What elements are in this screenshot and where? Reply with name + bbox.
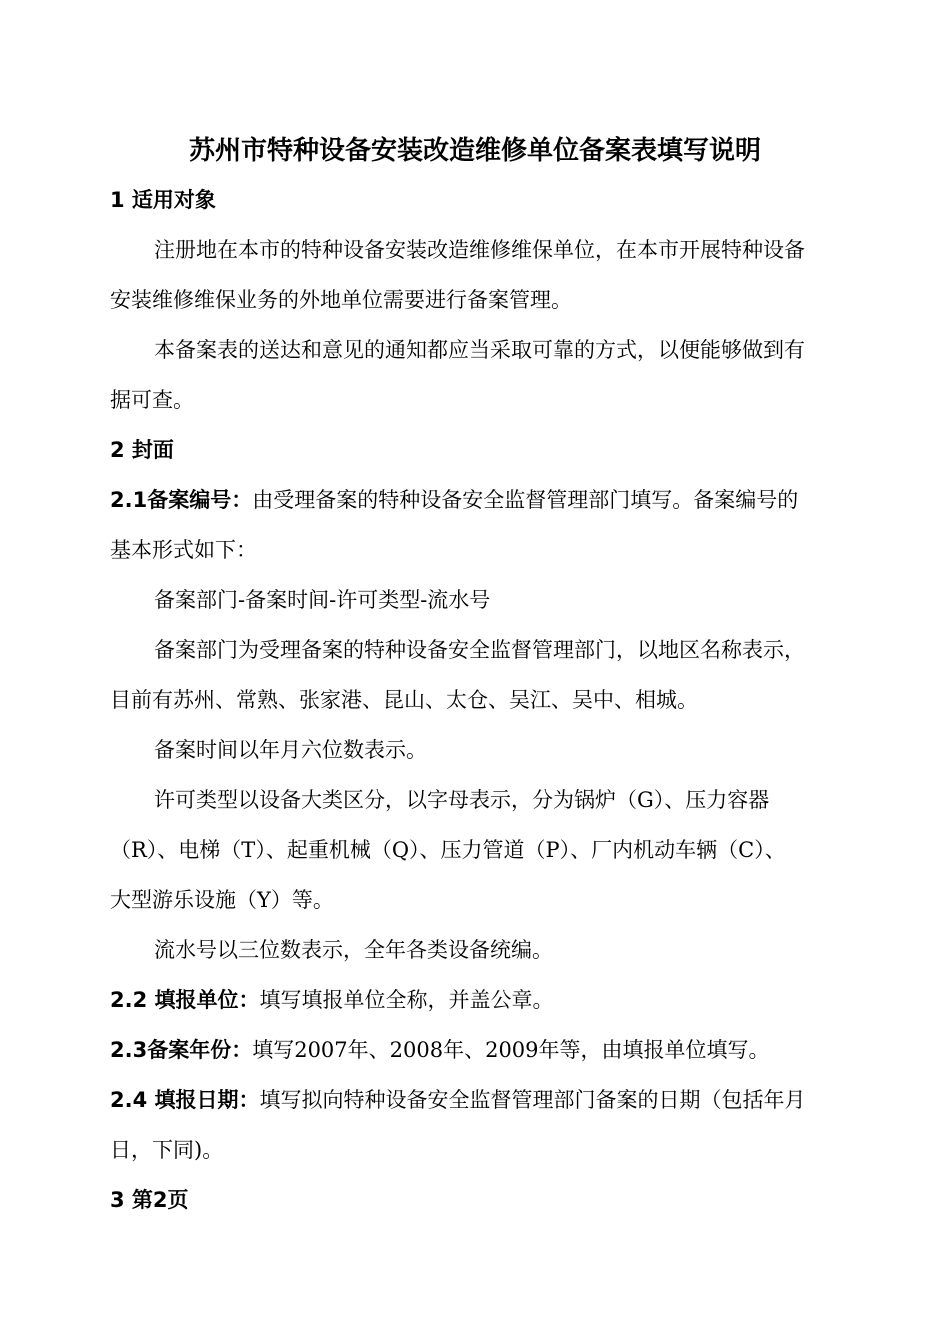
section-2-1 [110, 485, 870, 515]
paragraph-line: 大型游乐设施（Y）等。 [110, 888, 334, 912]
section-2-2-label: 2.2 填报单位： [110, 988, 260, 1012]
section-2-2-text: 填写填报单位全称，并盖公章。 [259, 988, 554, 1012]
paragraph-line: 流水号以三位数表示，全年各类设备统编。 [154, 938, 553, 962]
section-2-3 [110, 1035, 870, 1065]
paragraph-line: 安装维修维保业务的外地单位需要进行备案管理。 [110, 288, 572, 312]
section-3-heading: 3 第2页 [110, 1188, 189, 1212]
paragraph-line: 基本形式如下： [110, 538, 257, 562]
section-2-4 [110, 1085, 870, 1115]
section-1-heading: 1 适用对象 [110, 188, 216, 212]
section-2-1-text: 由受理备案的特种设备安全监督管理部门填写。备案编号的 [252, 488, 799, 512]
paragraph-line: 备案时间以年月六位数表示。 [154, 738, 427, 762]
section-2-4-text: 填写拟向特种设备安全监督管理部门备案的日期（包括年月 [259, 1088, 806, 1112]
section-2-3-label: 2.3备案年份： [110, 1038, 253, 1062]
paragraph-line: 注册地在本市的特种设备安装改造维修维保单位，在本市开展特种设备 [154, 238, 805, 262]
document-title: 苏州市特种设备安装改造维修单位备案表填写说明 [188, 136, 761, 166]
section-2-heading: 2 封面 [110, 438, 174, 462]
paragraph-line: （R）、电梯（T）、起重机械（Q）、压力管道（P）、厂内机动车辆（C）、 [110, 838, 786, 862]
section-2-2 [110, 985, 870, 1015]
paragraph-line: 据可查。 [110, 388, 194, 412]
section-2-3-text: 填写2007年、2008年、2009年等，由填报单位填写。 [252, 1038, 770, 1062]
paragraph-line: 备案部门为受理备案的特种设备安全监督管理部门，以地区名称表示， [154, 638, 805, 662]
section-2-4-label: 2.4 填报日期： [110, 1088, 260, 1112]
paragraph-line: 目前有苏州、常熟、张家港、昆山、太仓、吴江、吴中、相城。 [110, 688, 698, 712]
paragraph-line: 日，下同)。 [110, 1138, 224, 1162]
number-format: 备案部门-备案时间-许可类型-流水号 [154, 588, 491, 612]
paragraph-line: 本备案表的送达和意见的通知都应当采取可靠的方式，以便能够做到有 [154, 338, 805, 362]
paragraph-line: 许可类型以设备大类区分，以字母表示，分为锅炉（G）、压力容器 [154, 788, 770, 812]
section-2-1-label: 2.1备案编号： [110, 488, 253, 512]
